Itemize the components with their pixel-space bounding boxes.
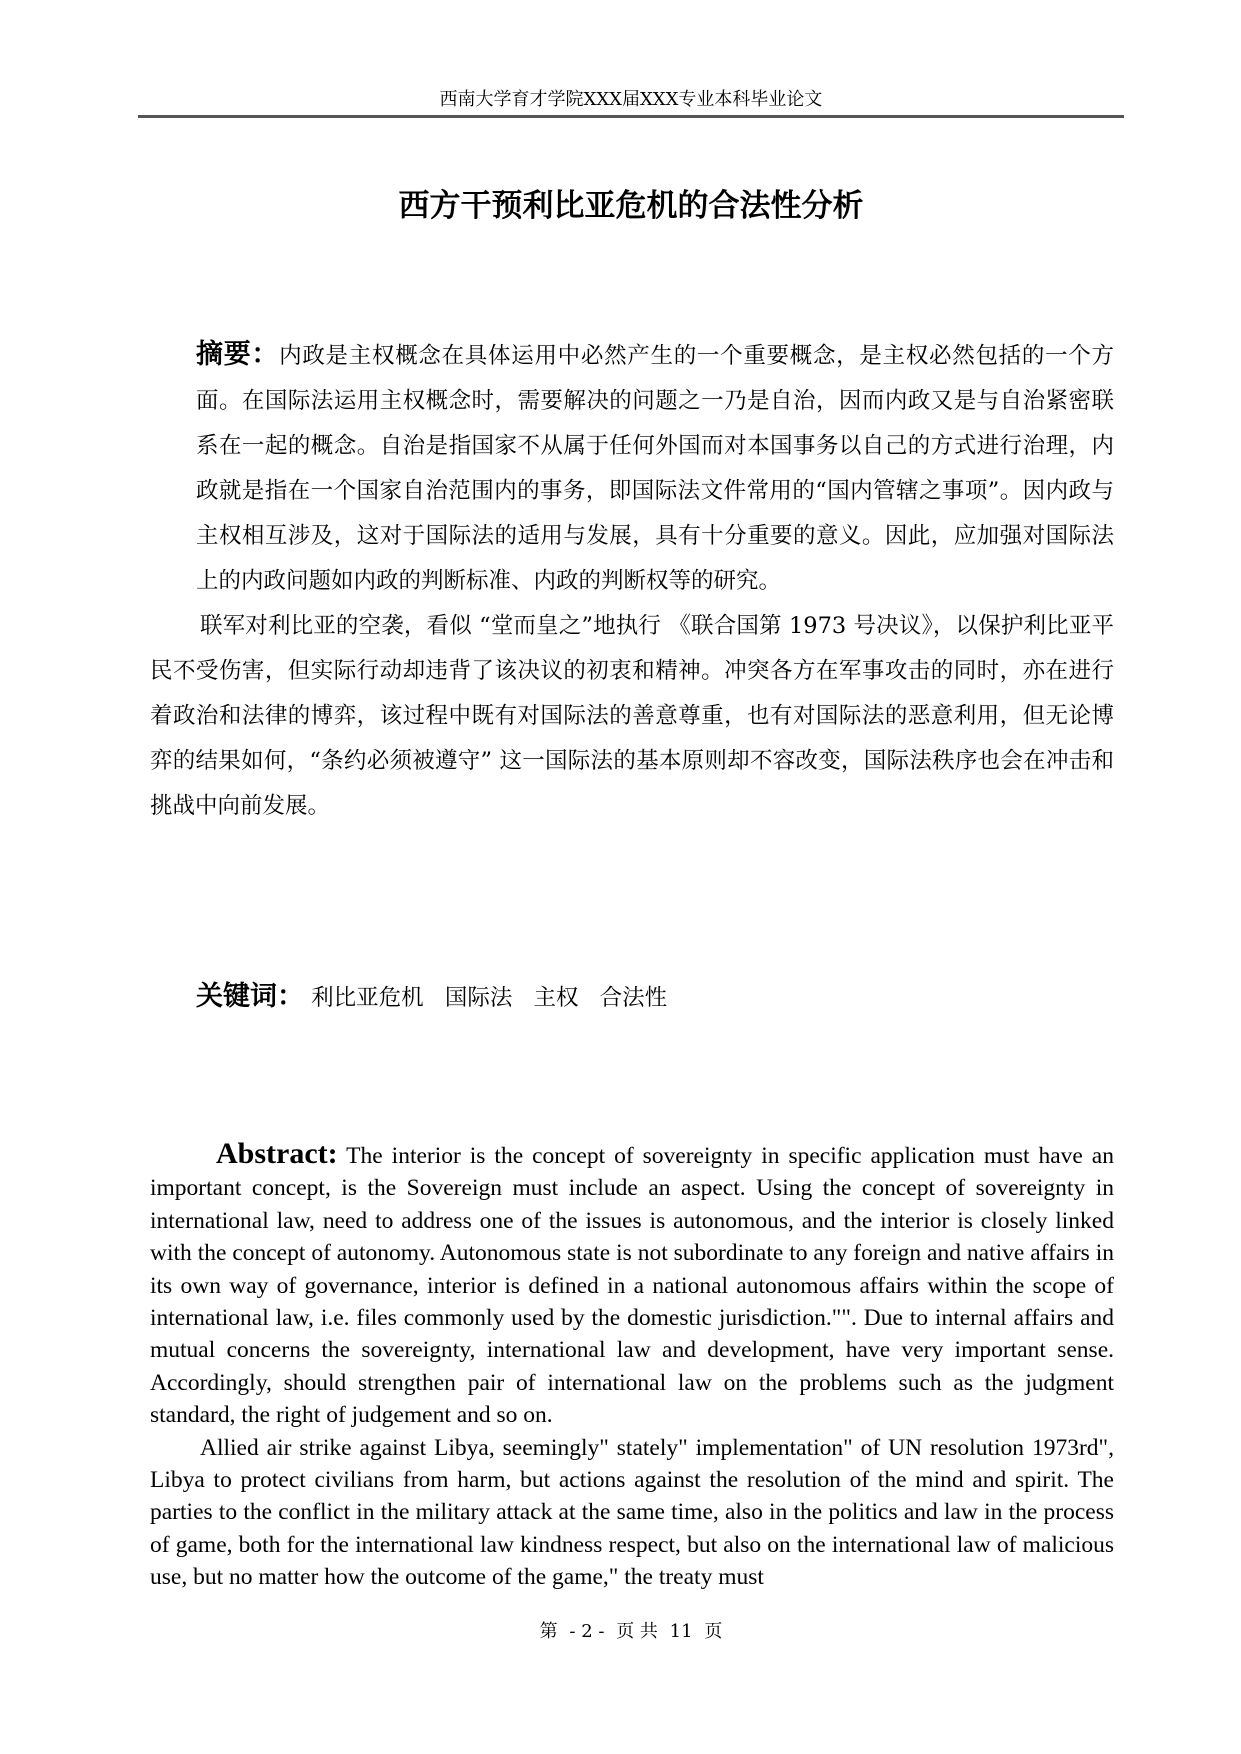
chinese-abstract [150,332,1114,829]
keyword-item: 主权 [533,985,579,1011]
english-abstract [150,1138,1114,1594]
english-abstract-label: Abstract: [216,1137,338,1170]
chinese-abstract-paragraph-2: 联军对利比亚的空袭，看似 “堂而皇之”地执行 《联合国第 1973 号决议》，以保护利比亚平民不受伤害，但实际行动却违背了该决议的初衷和精神。冲突各方在军事攻击的同时，亦在进行着政治和法律的博弈，该过程中既有对国际法的善意尊重，也有对国际法的恶意利用，但无论博弈的结果如何，“条约必须被遵守” 这一国际法的基本原则却不容改变，国际法秩序也会在冲击和挑战中向前发展。 [150,613,1114,819]
chinese-abstract-paragraph-1 [150,332,1114,604]
header-divider [138,115,1124,118]
keywords-label: 关键词： [196,981,304,1012]
keyword-item: 国际法 [444,985,513,1011]
chinese-abstract-label: 摘要： [196,339,280,370]
chinese-abstract-text-1: 内政是主权概念在具体运用中必然产生的一个重要概念，是主权必然包括的一个方面。在国际法运用主权概念时，需要解决的问题之一乃是自治，因而内政又是与自治紧密联系在一起的概念。自治是指国家不从属于任何外国而对本国事务以自己的方式进行治理，内政就是指在一个国家自治范围内的事务，即国际法文件常用的“国内管辖之事项”。因内政与主权相互涉及，这对于国际法的适用与发展，具有十分重要的意义。因此，应加强对国际法上的内政问题如内政的判断标准、内政的判断权等的研究。 [196,343,1114,594]
footer-page-number: - 2 - [569,1621,605,1642]
page-footer [138,1620,1124,1644]
keyword-item: 利比亚危机 [311,985,424,1011]
footer-prefix: 第 [539,1621,558,1642]
english-abstract-text-1: The interior is the concept of sovereignty in specific application must have an important concept, is the Sovereign must include an aspect. Using the concept of sovereignty in international law, need to address one of the issues is autonomous, and the interior is closely linked with the concept of autonomy. Autonomous state is not subordinate to any foreign and native affairs in its own way of governance, interior is defined in a national autonomous affairs within the scope of international law, i.e. files commonly used by the domestic jurisdiction."". Due to internal affairs and mutual concerns the sovereignty, international law and development, have very important sense. Accordingly, should strengthen pair of international law on the problems such as the judgment standard, the right of judgement and so on. [150,1143,1114,1429]
english-abstract-paragraph-1 [150,1138,1114,1432]
document-title: 西方干预利比亚危机的合法性分析 [398,188,864,224]
english-abstract-paragraph-2: Allied air strike against Libya, seemingly" stately" implementation" of UN resolution 1973rd", Libya to protect civilians from harm, but actions against the resolution of the mind and spirit. The parties to the conflict in the military attack at the same time, also in the politics and law in the process of game, both for the international law kindness respect, but also on the international law of malicious use, but no matter how the outcome of the game," the treaty must [150,1434,1114,1591]
keyword-item: 合法性 [599,985,668,1011]
footer-middle: 页 共 [616,1621,658,1642]
footer-total-pages: 11 [669,1621,693,1642]
keywords-line [196,975,681,1020]
footer-suffix: 页 [704,1621,723,1642]
running-header: 西南大学育才学院XXX届XXX专业本科毕业论文 [439,89,823,110]
